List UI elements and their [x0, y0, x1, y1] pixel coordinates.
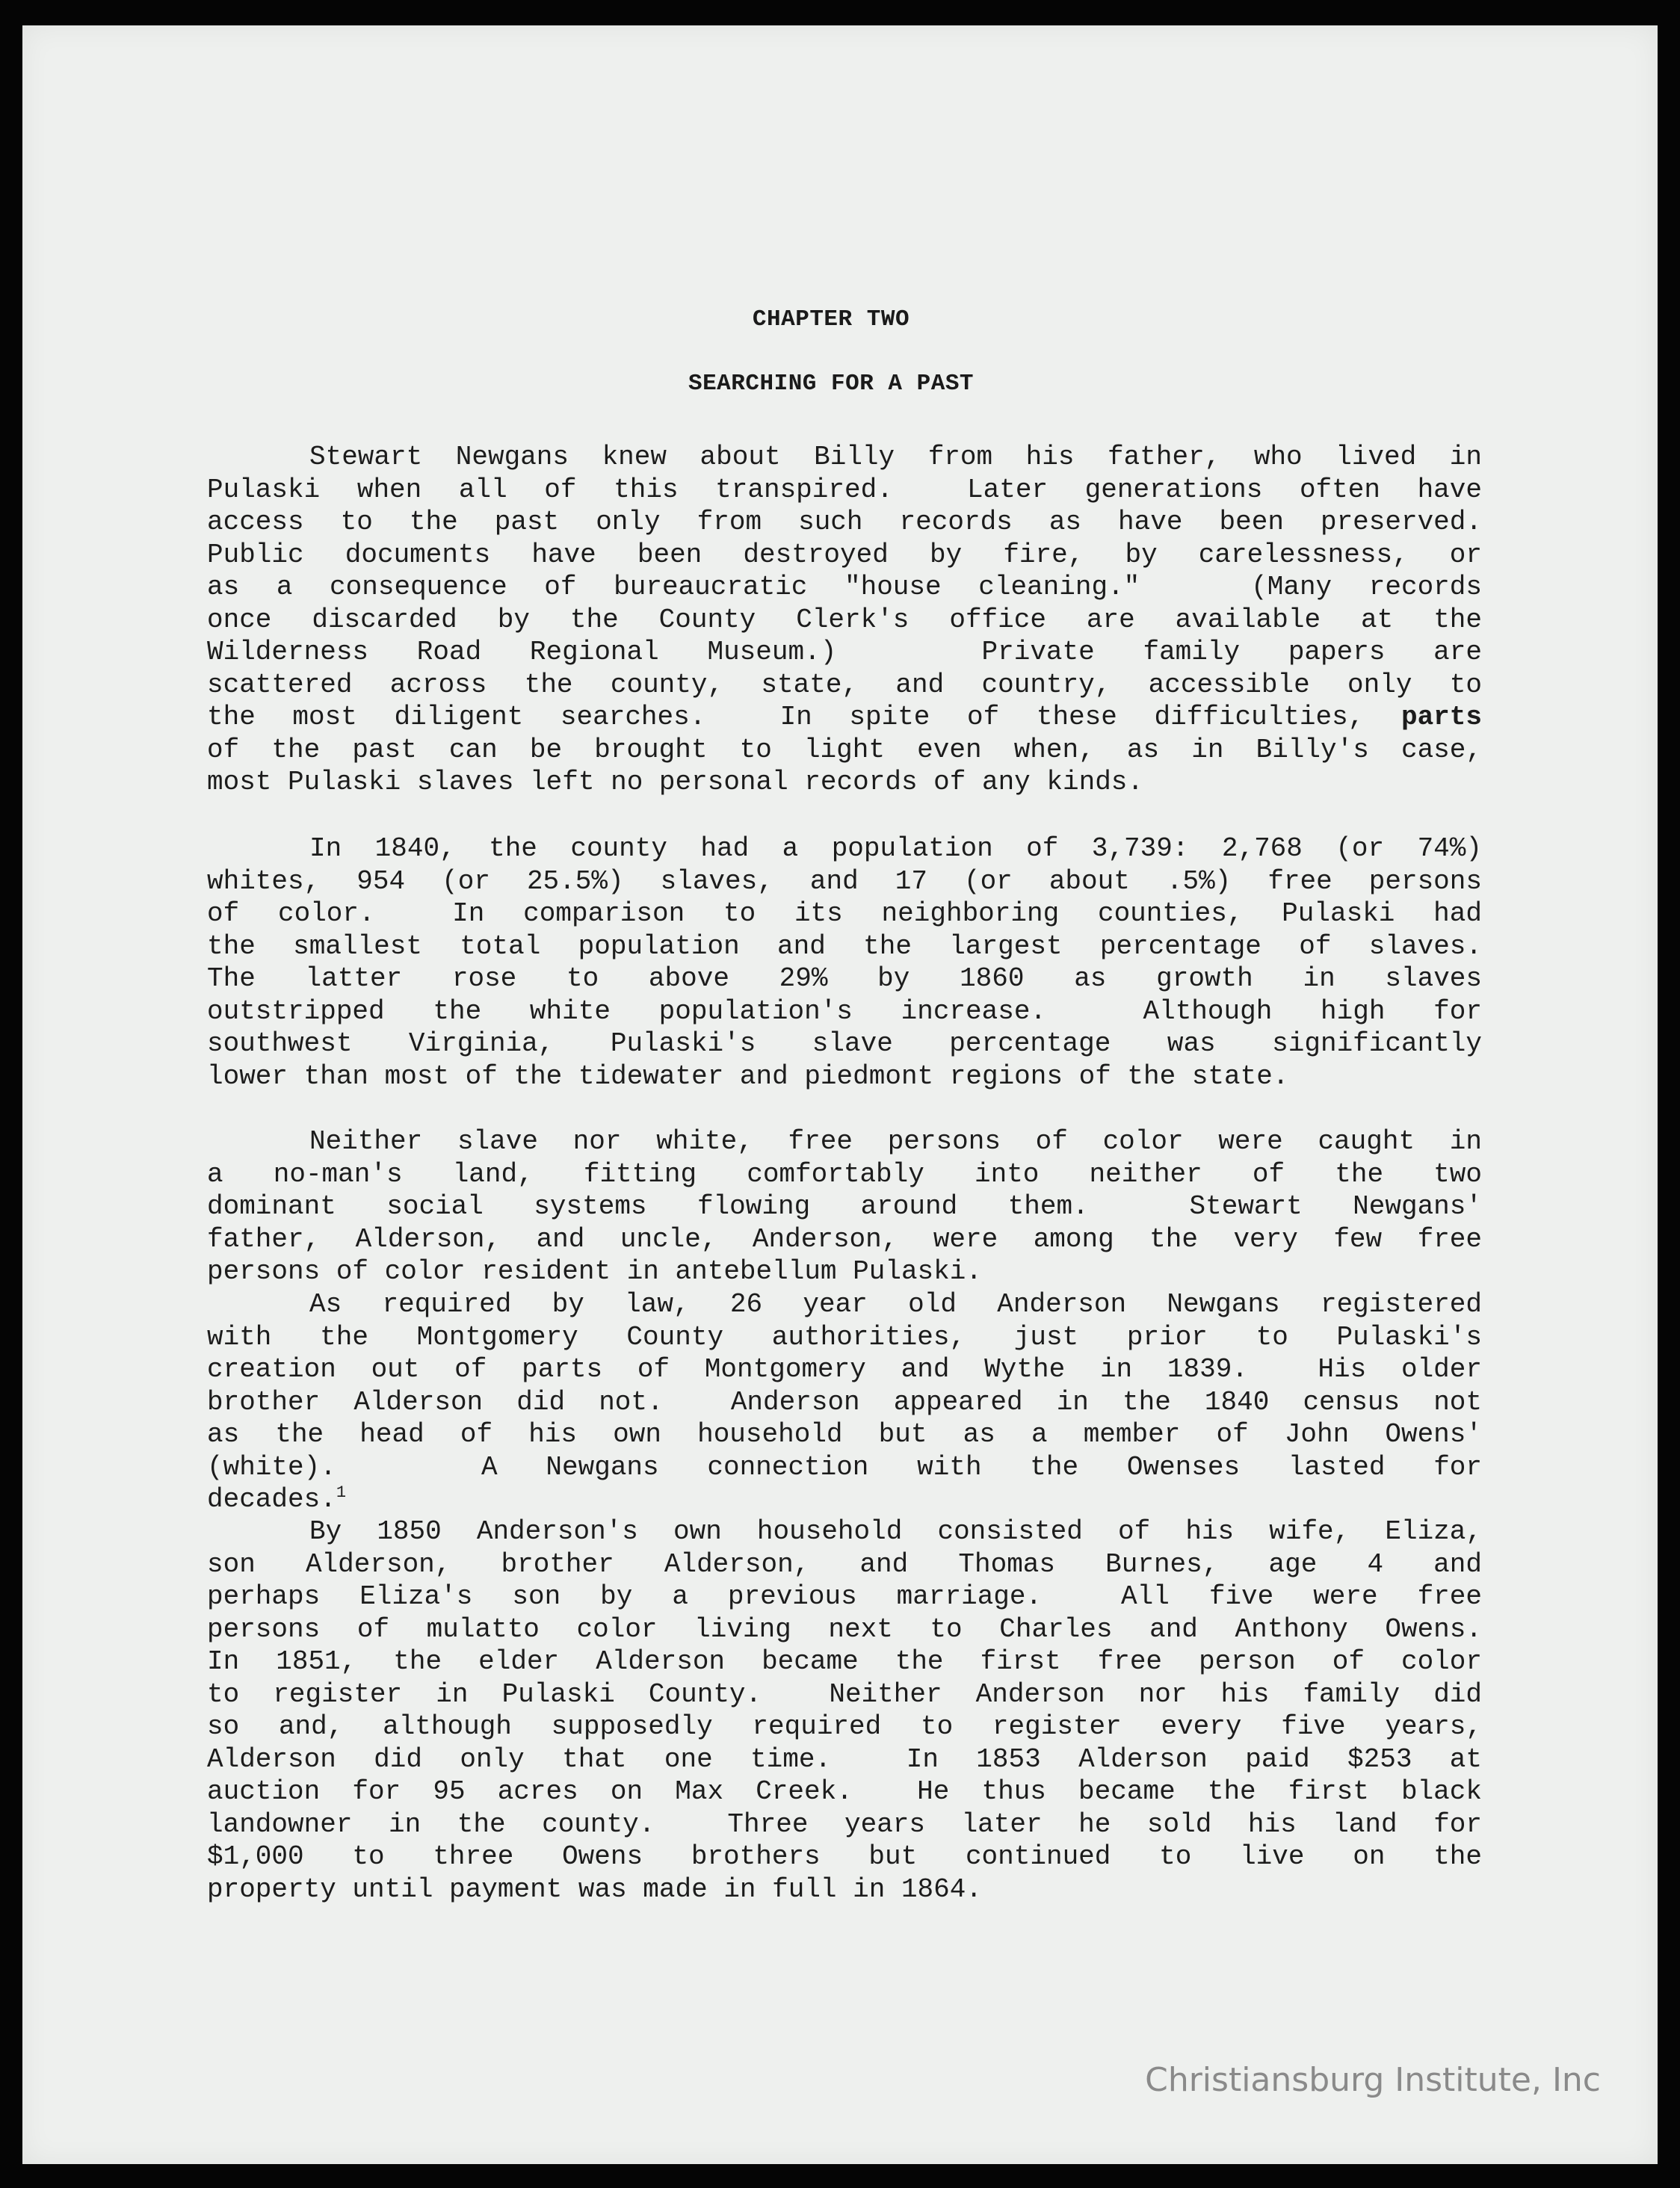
- text-fragment: the most diligent searches. In spite of these difficulties,: [207, 702, 1365, 732]
- watermark-text: Christiansburg Institute, Inc: [1145, 2061, 1601, 2099]
- text-line: persons of color resident in antebellum Pulaski.: [207, 1256, 982, 1287]
- text-line: southwest Virginia, Pulaski's slave percentage was significantly: [207, 1028, 1482, 1059]
- text-line: $1,000 to three Owens brothers but continued to live on the: [207, 1841, 1482, 1872]
- text-line: access to the past only from such records as have been preserved.: [207, 507, 1482, 537]
- text-line: as the head of his own household but as a member of John Owens': [207, 1419, 1482, 1450]
- text-line: of the past can be brought to light even when, as in Billy's case,: [207, 734, 1482, 765]
- text-line: so and, although supposedly required to register every five years,: [207, 1711, 1482, 1742]
- document-page: [22, 25, 1658, 2164]
- text-line: Wilderness Road Regional Museum.) Private family papers are: [207, 637, 1482, 667]
- paragraph-2: [207, 832, 1482, 1093]
- text-line: lower than most of the tidewater and piedmont regions of the state.: [207, 1060, 1289, 1092]
- paragraph-3: [207, 1125, 1482, 1288]
- chapter-title: SEARCHING FOR A PAST: [688, 371, 975, 397]
- footnote-marker: 1: [336, 1483, 347, 1502]
- paragraph-1: [207, 441, 1482, 799]
- text-line: As required by law, 26 year old Anderson Newgans registered: [309, 1289, 1482, 1320]
- text-line: Stewart Newgans knew about Billy from his father, who lived in: [309, 442, 1482, 472]
- bold-word: parts: [1400, 702, 1482, 732]
- text-line: Alderson did only that one time. In 1853 Alderson paid $253 at: [207, 1743, 1482, 1775]
- text-line: persons of mulatto color living next to Charles and Anthony Owens.: [207, 1613, 1482, 1645]
- text-line: Public documents have been destroyed by fire, by carelessness, or: [207, 539, 1482, 570]
- text-line: the smallest total population and the largest percentage of slaves.: [207, 930, 1482, 962]
- text-line: whites, 954 (or 25.5%) slaves, and 17 (or about .5%) free persons: [207, 865, 1482, 897]
- text-line: son Alderson, brother Alderson, and Thomas Burnes, age 4 and: [207, 1548, 1482, 1580]
- text-line: auction for 95 acres on Max Creek. He thus became the first black: [207, 1776, 1482, 1807]
- paragraph-4: [207, 1288, 1482, 1516]
- text-fragment: decades.: [207, 1484, 336, 1515]
- text-line: By 1850 Anderson's own household consisted of his wife, Eliza,: [309, 1516, 1482, 1547]
- text-line: perhaps Eliza's son by a previous marriage. All five were free: [207, 1581, 1482, 1612]
- text-line-with-footnote: [207, 1483, 1482, 1516]
- text-line: to register in Pulaski County. Neither Anderson nor his family did: [207, 1678, 1482, 1710]
- text-line: Neither slave nor white, free persons of color were caught in: [309, 1126, 1482, 1157]
- text-line: scattered across the county, state, and country, accessible only to: [207, 669, 1482, 700]
- text-line: landowner in the county. Three years later he sold his land for: [207, 1808, 1482, 1840]
- text-line: brother Alderson did not. Anderson appeared in the 1840 census not: [207, 1386, 1482, 1418]
- text-line: Pulaski when all of this transpired. Later generations often have: [207, 474, 1482, 505]
- text-line-with-bold: [207, 701, 1482, 734]
- paragraph-5: [207, 1515, 1482, 1906]
- text-line: with the Montgomery County authorities, just prior to Pulaski's: [207, 1321, 1482, 1353]
- text-line: In 1840, the county had a population of 3,739: 2,768 (or 74%): [309, 833, 1482, 864]
- text-line: property until payment was made in full in 1864.: [207, 1873, 982, 1905]
- text-line: once discarded by the County Clerk's office are available at the: [207, 604, 1482, 635]
- text-line: The latter rose to above 29% by 1860 as growth in slaves: [207, 963, 1482, 994]
- text-line: outstripped the white population's increase. Although high for: [207, 995, 1482, 1027]
- text-line: father, Alderson, and uncle, Anderson, were among the very few free: [207, 1223, 1482, 1255]
- text-line: a no-man's land, fitting comfortably into neither of the two: [207, 1158, 1482, 1190]
- text-line: of color. In comparison to its neighboring counties, Pulaski had: [207, 898, 1482, 929]
- text-line: (white). A Newgans connection with the Owenses lasted for: [207, 1451, 1482, 1483]
- text-line: creation out of parts of Montgomery and Wythe in 1839. His older: [207, 1354, 1482, 1385]
- text-line: In 1851, the elder Alderson became the first free person of color: [207, 1646, 1482, 1677]
- chapter-heading: CHAPTER TWO: [752, 306, 910, 333]
- text-line: most Pulaski slaves left no personal records of any kinds.: [207, 767, 1144, 797]
- text-line: as a consequence of bureaucratic "house cleaning." (Many records: [207, 572, 1482, 602]
- text-line: dominant social systems flowing around them. Stewart Newgans': [207, 1191, 1482, 1222]
